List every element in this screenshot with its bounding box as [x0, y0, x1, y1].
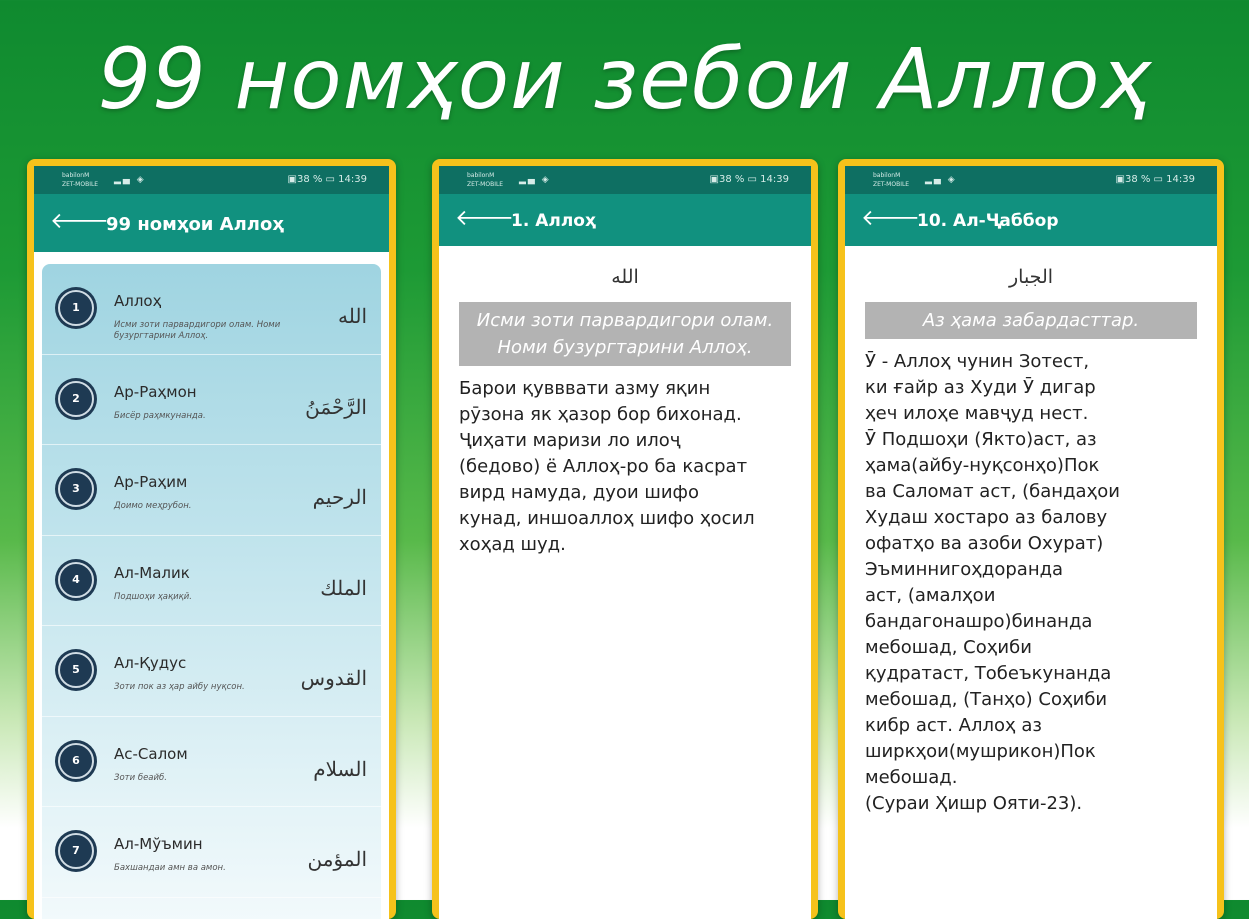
number-badge: 7 [58, 833, 94, 869]
item-name: Ал-Мўъмин [114, 835, 203, 853]
signal-icon: ▂▄ ◈ [925, 175, 957, 185]
status-right: ▣38 % ▭ 14:39 [709, 174, 789, 185]
back-arrow-icon[interactable]: 🡐 [455, 206, 514, 231]
status-bar [34, 166, 389, 194]
status-right: ▣38 % ▭ 14:39 [1115, 174, 1195, 185]
signal-icon: ▂▄ ◈ [519, 175, 551, 185]
description-text: Барои қувввати азму яқин рӯзона як ҳазор бор биxонад. Ҷиҳати маризи ло илоҷ (бедово) ё Аллоҳ-ро ба касрат вирд намуда, дуои шифо кунад, иншоаллоҳ шифо ҳосил хоҳад шуд. [459, 378, 755, 555]
page-title: 99 номҳои Аллоҳ [106, 214, 284, 235]
phone-detail-1 [432, 159, 818, 919]
carrier-label: babilonM ZET-MOBILE [467, 172, 504, 188]
status-right: ▣38 % ▭ 14:39 [287, 174, 367, 185]
item-desc: Доимо меҳрубон. [114, 501, 192, 511]
carrier-label: babilonM ZET-MOBILE [62, 172, 99, 188]
status-bar [845, 166, 1217, 194]
list-item[interactable] [42, 717, 381, 808]
list-item[interactable] [42, 355, 381, 446]
phone-detail-10 [838, 159, 1224, 919]
arabic-name: الله [611, 266, 639, 288]
item-arabic: المؤمن [307, 847, 367, 871]
app-bar [34, 194, 389, 252]
app-bar [439, 194, 811, 246]
item-name: Ас-Салом [114, 744, 188, 763]
arabic-name: الجبار [1008, 266, 1054, 288]
item-arabic: السلام [313, 756, 367, 781]
signal-icon: ▂▄ ◈ [114, 175, 146, 185]
list-item[interactable] [42, 626, 381, 717]
list-item[interactable] [42, 264, 381, 355]
item-arabic: الله [338, 304, 367, 328]
list-item[interactable] [42, 536, 381, 627]
item-name: Аллоҳ [114, 292, 162, 310]
item-desc: Подшоҳи ҳақиқӣ. [114, 591, 192, 602]
item-name: Ал-Қудус [114, 654, 187, 672]
screen-detail-1 [439, 166, 811, 919]
number-badge: 4 [58, 562, 94, 598]
item-name: Ал-Малик [114, 563, 190, 582]
number-badge: 2 [58, 381, 94, 417]
status-bar [439, 166, 811, 194]
screen-detail-10 [845, 166, 1217, 919]
item-arabic: الرحيم [312, 485, 367, 509]
item-arabic: القدوس [300, 666, 367, 690]
item-arabic: الرَّحْمَنُ [305, 394, 367, 419]
number-badge: 3 [58, 471, 94, 507]
meaning-banner: Аз ҳама забардасттар. [865, 302, 1197, 339]
headline: 99 номҳои зебои Аллоҳ [97, 30, 1152, 128]
back-arrow-icon[interactable]: 🡐 [50, 209, 109, 234]
item-desc: Зоти пок аз ҳар айбу нуқсон. [114, 682, 245, 692]
meaning-banner: Исми зоти парвардигори олам. Номи бузургтарини Аллоҳ. [459, 302, 791, 366]
carrier-label: babilonM ZET-MOBILE [873, 172, 910, 188]
number-badge: 5 [58, 652, 94, 688]
number-badge: 1 [58, 290, 94, 326]
page-title: 1. Аллоҳ [511, 211, 596, 231]
phone-list [27, 159, 396, 919]
item-arabic: الملك [320, 575, 367, 600]
item-desc: Исми зоти парвардигори олам. Номи бузургтарини Аллоҳ. [114, 320, 281, 341]
item-name: Ар-Раҳмон [114, 382, 197, 401]
app-bar [845, 194, 1217, 246]
description-text: Ӯ - Аллоҳ чунин Зотест, ки ғайр аз Худи Ӯ дигар ҳеч илоҳе мавҷуд нест. Ӯ Подшоҳи (Якто)аст, аз ҳама(айбу-нуқсонҳо)Пок ва Саломат аст, (бандаҳои Худаш хостаро аз балову офатҳо ва азоби Охурат) Эъминнигоҳдоранда аст, (амалҳои бандагонашро)бинанда мебошад, Соҳиби қудратаст, Тобеъкунанда мебошад, (Танҳо) Соҳиби кибр аст. Аллоҳ аз ширкҳои(мушрикон)Пок мебошад. (Сураи Ҳишр Ояти-23). [865, 351, 1120, 814]
item-desc: Бахшандаи амн ва амон. [114, 863, 226, 873]
page-title: 10. Ал-Ҷаббор [917, 211, 1059, 231]
item-desc: Зоти беайб. [114, 772, 167, 783]
number-badge: 6 [58, 743, 94, 779]
item-desc: Бисёр раҳмкунанда. [114, 410, 206, 421]
list-item[interactable] [42, 445, 381, 536]
list-item[interactable] [42, 807, 381, 898]
back-arrow-icon[interactable]: 🡐 [861, 206, 920, 231]
item-name: Ар-Раҳим [114, 473, 188, 491]
screen-list [34, 166, 389, 919]
names-list [42, 264, 381, 919]
